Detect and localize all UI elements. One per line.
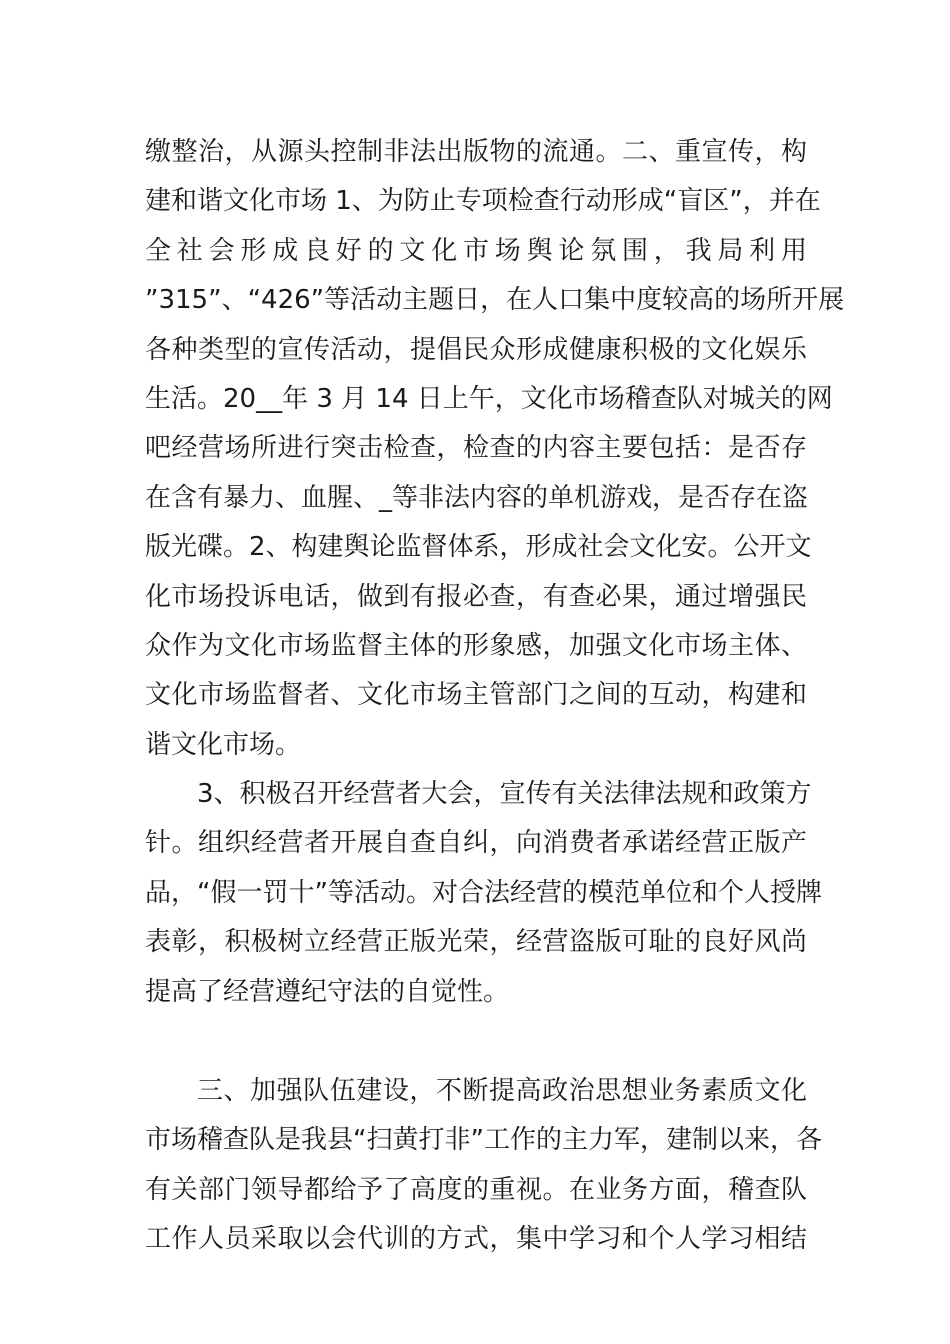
text-line: 全社会形成良好的文化市场舆论氛围，我局利用 bbox=[145, 235, 807, 266]
text-line: 提高了经营遵纪守法的自觉性。 bbox=[145, 976, 510, 1007]
text-line: 表彰，积极树立经营正版光荣，经营盗版可耻的良好风尚 bbox=[145, 927, 807, 958]
text-line: ”315”、“426”等活动主题日，在人口集中度较高的场所开展 bbox=[145, 285, 845, 316]
text-line: 各种类型的宣传活动，提倡民众形成健康积极的文化娱乐 bbox=[145, 334, 807, 365]
text-line: 3、积极召开经营者大会，宣传有关法律法规和政策方 bbox=[197, 779, 812, 809]
text-line: 在含有暴力、血腥、_等非法内容的单机游戏，是否存在盗 bbox=[145, 482, 809, 513]
text-line: 谐文化市场。 bbox=[145, 729, 302, 760]
text-line: 工作人员采取以会代训的方式，集中学习和个人学习相结 bbox=[145, 1224, 807, 1255]
text-line: 版光碟。2、构建舆论监督体系，形成社会文化安。公开文 bbox=[145, 532, 812, 563]
text-line: 有关部门领导都给予了高度的重视。在业务方面，稽查队 bbox=[145, 1174, 807, 1205]
text-line: 化市场投诉电话，做到有报必查，有查必果，通过增强民 bbox=[145, 581, 807, 612]
paragraph-operator-meeting bbox=[145, 770, 822, 1017]
paragraph-rectification-publicity bbox=[145, 128, 845, 770]
text-line: 市场稽查队是我县“扫黄打非”工作的主力军，建制以来，各 bbox=[145, 1125, 822, 1156]
text-line: 生活。20__年 3 月 14 日上午，文化市场稽查队对城关的网 bbox=[145, 383, 833, 414]
text-line: 缴整治，从源头控制非法出版物的流通。二、重宣传，构 bbox=[145, 137, 807, 167]
text-line: 针。组织经营者开展自查自纠，向消费者承诺经营正版产 bbox=[145, 828, 807, 859]
text-line: 文化市场监督者、文化市场主管部门之间的互动，构建和 bbox=[145, 680, 807, 711]
text-line: 众作为文化市场监督主体的形象感，加强文化市场主体、 bbox=[145, 630, 807, 661]
text-line: 建和谐文化市场 1、为防止专项检查行动形成“盲区”，并在 bbox=[145, 186, 821, 217]
text-line: 吧经营场所进行突击检查，检查的内容主要包括：是否存 bbox=[145, 433, 807, 464]
paragraph-team-building bbox=[145, 1067, 822, 1265]
text-line: 品，“假一罚十”等活动。对合法经营的模范单位和个人授牌 bbox=[145, 877, 822, 908]
text-line: 三、加强队伍建设，不断提高政治思想业务素质文化 bbox=[197, 1076, 807, 1106]
